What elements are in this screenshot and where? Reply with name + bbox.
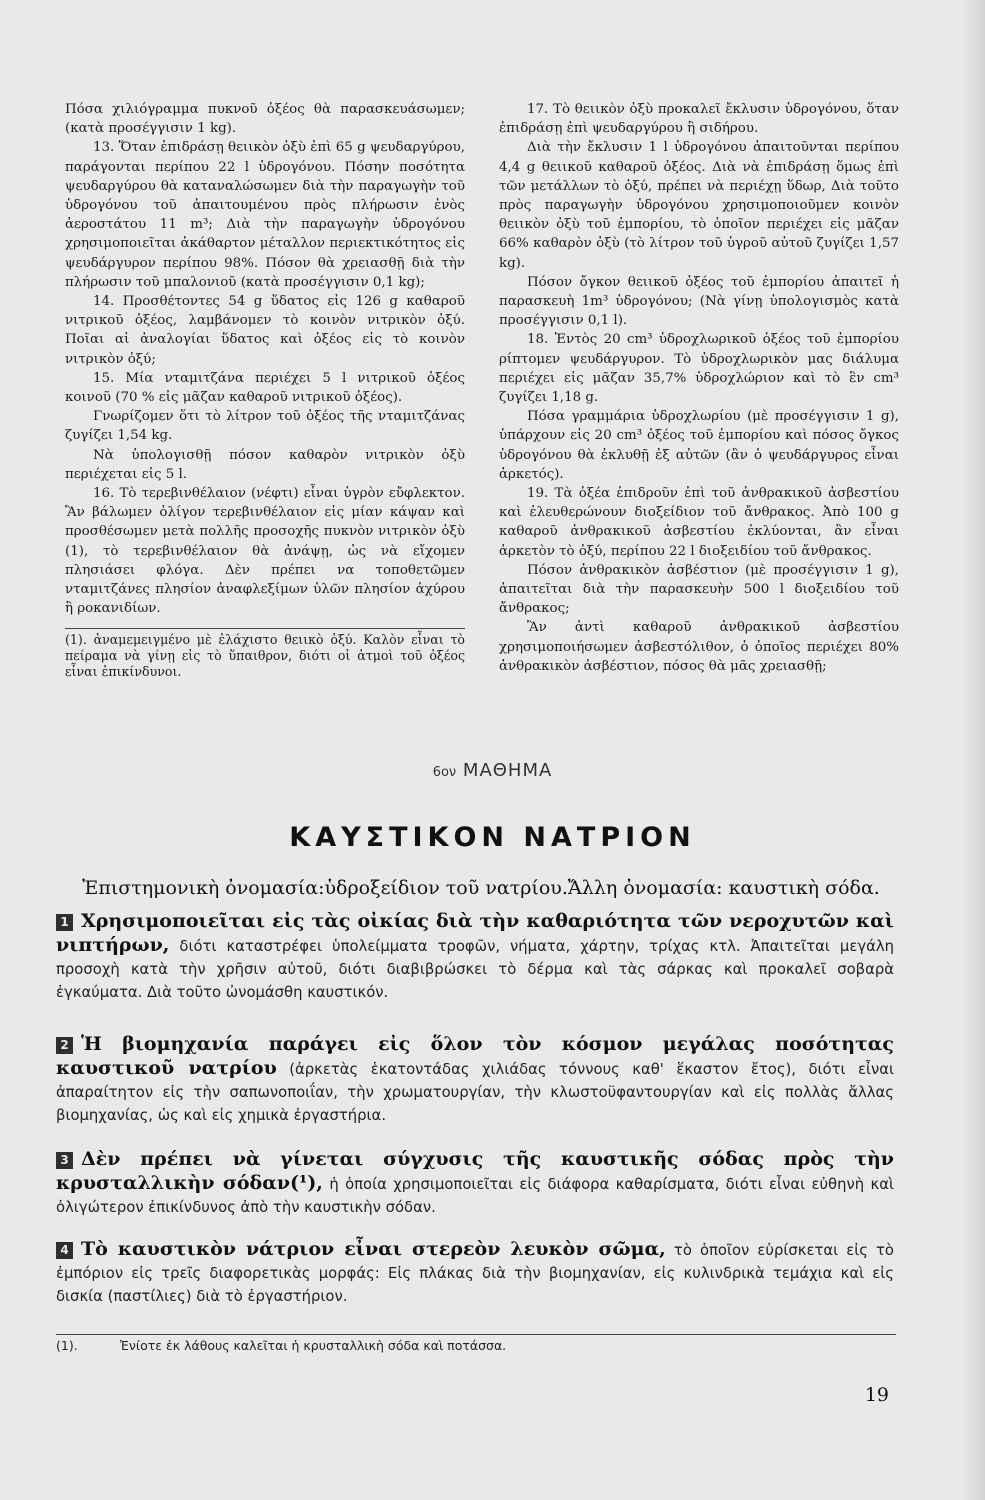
paragraph: 17. Τὸ θειικὸν ὀξὺ προκαλεῖ ἔκλυσιν ὑδρογόνου, ὅταν ἐπιδράσῃ ἐπὶ ψευδαργύρου ἢ σιδήρου.	[499, 102, 899, 137]
paragraph: 18. Ἐντὸς 20 cm³ ὑδροχλωρικοῦ ὀξέος τοῦ ἐμπορίου ρίπτομεν ψευδάργυρον. Τὸ ὑδροχλωρικὸν μας διάλυμα περιέχει εἰς μᾶζαν 35,7% ὑδροχλώριον καὶ τὸ ἓν cm³ ζυγίζει 1,18 g.	[499, 332, 899, 406]
footnote-text: Ἐνίοτε ἐκ λάθους καλεῖται ἡ κρυσταλλικὴ σόδα καὶ ποτάσσα.	[119, 1338, 507, 1353]
paragraph: Πόσον ἀνθρακικὸν ἀσβέστιον (μὲ προσέγγισιν 1 g), ἀπαιτεῖται διὰ τὴν παρασκευὴν 500 l διοξειδίου τοῦ ἄνθρακος;	[499, 562, 899, 617]
lesson-label: ΜΑΘΗΜΑ	[462, 760, 553, 781]
section-number-badge: 4	[56, 1242, 73, 1259]
bottom-footnote	[56, 1338, 896, 1353]
lesson-number: 6ον	[432, 765, 457, 780]
paragraph: 19. Τὰ ὀξέα ἐπιδροῦν ἐπὶ τοῦ ἀνθρακικοῦ ἀσβεστίου καὶ ἐλευθερώνουν διοξείδιον τοῦ ἄνθρακος. Ἀπὸ 100 g καθαροῦ ἀνθρακικοῦ ἀσβεστίου ἐκλύονται, ἂν εἶναι ἀρκετὸν τὸ ὀξύ, περίπου 22 l διοξειδίου τοῦ ἄνθρακος.	[499, 486, 899, 559]
paragraph: Πόσα γραμμάρια ὑδροχλωρίου (μὲ προσέγγισιν 1 g), ὑπάρχουν εἰς 20 cm³ ὀξέος τοῦ ἐμπορίου καὶ πόσος ὄγκος ὑδρογόνου θὰ ἐκλυθῇ ἐξ αὐτῶν (ἂν ὁ ψευδάργυρος εἶναι ἀρκετός).	[499, 409, 899, 482]
footnote-mark: (1).	[56, 1338, 78, 1353]
paragraph: Γνωρίζομεν ὅτι τὸ λίτρον τοῦ ὀξέος τῆς νταμιτζάνας ζυγίζει 1,54 kg.	[65, 409, 465, 444]
section-lead: Ἡ βιομηχανία παράγει εἰς ὅλον τὸν κόσμον μεγάλας ποσότητας καυστικοῦ νατρίου	[56, 1033, 894, 1079]
footnote-divider	[65, 628, 465, 629]
paragraph: Νὰ ὑπολογισθῇ πόσον καθαρὸν νιτρικὸν ὀξὺ περιέχεται εἰς 5 l.	[65, 447, 465, 482]
page-number: 19	[864, 1384, 889, 1406]
paragraph: Πόσον ὄγκον θειικοῦ ὀξέος τοῦ ἐμπορίου ἀπαιτεῖ ἡ παρασκευὴ 1m³ ὑδρογόνου; (Νὰ γίνῃ ὑπολογισμὸς κατὰ προσέγγισιν 0,1 l).	[499, 274, 899, 329]
section-1	[56, 910, 894, 1004]
paragraph: 15. Μία νταμιτζάνα περιέχει 5 l νιτρικοῦ ὀξέος κοινοῦ (70 % εἰς μᾶζαν καθαροῦ νιτρικοῦ ὀξέος).	[65, 370, 465, 406]
section-lead: Χρησιμοποιεῖται εἰς τὰς οἰκίας διὰ τὴν καθαριότητα τῶν νεροχυτῶν καὶ νιπτήρων,	[56, 910, 894, 956]
paragraph: Ἂν ἀντὶ καθαροῦ ἀνθρακικοῦ ἀσβεστίου χρησιμοποιήσωμεν ἀσβεστόλιθον, ὁ ὁποῖος περιέχει 80% ἀνθρακικὸν ἀσβέστιον, πόσος θὰ μᾶς χρειασθῇ;	[499, 620, 899, 674]
lesson-heading	[0, 760, 985, 781]
section-number-badge: 1	[56, 914, 73, 931]
section-4	[56, 1238, 894, 1308]
page-edge-shadow	[963, 0, 985, 1500]
section-2	[56, 1033, 894, 1127]
left-column	[65, 100, 465, 680]
section-text: (ἀρκετὰς ἑκατοντάδας χιλιάδας τόννους καθ' ἕκαστον ἔτος), διότι εἶναι ἀπαραίτητον εἰς τὴν σαπωνοποιΐαν, τὴν χρωματουργίαν, τὴν κλωστοϋφαντουργίαν καὶ εἰς πολλὰς ἄλλας βιομηχανίας, ὡς καὶ εἰς χημικὰ ἐργαστήρια.	[56, 1061, 894, 1124]
section-3	[56, 1148, 894, 1219]
right-column	[499, 100, 899, 676]
section-number-badge: 2	[56, 1037, 73, 1054]
paragraph: 16. Τὸ τερεβινθέλαιον (νέφτι) εἶναι ὑγρὸν εὔφλεκτον. Ἂν βάλωμεν ὀλίγον τερεβινθέλαιον εἰς μίαν κάψαν καὶ προσθέσωμεν μετὰ πολλῆς προσοχῆς πυκνὸν νιτρικὸν ὀξὺ (1), τὸ τερεβινθέλαιον θὰ ἀνάψῃ, ὡς νὰ εἴχομεν πλησιάσει φλόγα. Δὲν πρέπει να τοποθετῶμεν νταμιτζάνες πλησίον ἀναφλεξίμων ὑλῶν πλησίον ἀχύρου ἢ ροκανιδίων.	[65, 486, 465, 617]
section-number-badge: 3	[56, 1152, 73, 1169]
page-subtitle: Ἐπιστημονικὴ ὀνομασία:ὑδροξείδιον τοῦ νατρίου.Ἄλλη ὀνομασία: καυστικὴ σόδα.	[82, 877, 880, 899]
paragraph: 13. Ὅταν ἐπιδράσῃ θειικὸν ὀξὺ ἐπὶ 65 g ψευδαργύρου, παράγονται περίπου 22 l ὑδρογόνου. Πόσην ποσότητα ψευδαργύρου θὰ καταναλώσωμεν διὰ τὴν παραγωγὴν τοῦ ὑδρογόνου τοῦ ἀπαιτουμένου πρὸς πλήρωσιν ἑνὸς ἀεροστάτου 11 m³; Διὰ τὴν παραγωγὴν ὑδρογόνου χρησιμοποιεῖται ἀκάθαρτον μέταλλον περιεκτικότητος εἰς ψευδάργυρον περίπου 98%. Πόσον θὰ χρειασθῇ διὰ τὴν πλήρωσιν τοῦ μπαλονιοῦ (κατὰ προσέγγισιν 0,1 kg);	[65, 140, 465, 290]
section-text: τὸ ὁποῖον εὑρίσκεται εἰς τὸ ἐμπόριον εἰς τρεῖς διαφορετικὰς μορφάς: Εἰς πλάκας διὰ τὴν βιομηχανίαν, εἰς κυλινδρικὰ τεμάχια καὶ εἰς δισκία (παστίλιες) διὰ τὸ ἐργαστήριον.	[56, 1242, 894, 1305]
section-lead: Δὲν πρέπει νὰ γίνεται σύγχυσις τῆς καυστικῆς σόδας πρὸς τὴν κρυσταλλικὴν σόδαν(¹),	[56, 1148, 894, 1194]
section-text: διότι καταστρέφει ὑπολείμματα τροφῶν, νήματα, χάρτην, τρίχας κτλ. Ἀπαιτεῖται μεγάλη προσοχὴ κατὰ τὴν χρῆσιν αὐτοῦ, διότι διαβιβρώσκει τὸ δέρμα καὶ τὰς σάρκας καὶ προκαλεῖ σοβαρὰ ἐγκαύματα. Διὰ τοῦτο ὠνομάσθη καυστικόν.	[56, 938, 894, 1001]
section-text: ἡ ὁποία χρησιμοποιεῖται εἰς διάφορα καθαρίσματα, διότι εἶναι εὐθηνὴ καὶ ὀλιγώτερον ἐπικίνδυνος ἀπὸ τὴν καυστικὴν σόδαν.	[56, 1176, 894, 1216]
left-footnote: (1). ἀναμεμειγμένο μὲ ἐλάχιστο θειικὸ ὀξύ. Καλὸν εἶναι τὸ πείραμα νὰ γίνῃ εἰς τὸ ὕπαιθρον, διότι οἱ ἀτμοὶ τοῦ ὀξέος εἶναι ἐπικίνδυνοι.	[65, 632, 465, 680]
paragraph: 14. Προσθέτοντες 54 g ὕδατος εἰς 126 g καθαροῦ νιτρικοῦ ὀξέος, λαμβάνομεν τὸ κοινὸν νιτρικὸν ὀξύ. Ποῖαι αἱ ἀναλογίαι ὕδατος καὶ ὀξέος εἰς τὸ κοινὸν νιτρικὸν ὀξύ;	[65, 294, 465, 367]
paragraph: Διὰ τὴν ἔκλυσιν 1 l ὑδρογόνου ἀπαιτοῦνται περίπου 4,4 g θειικοῦ καθαροῦ ὀξέος. Διὰ νὰ ἐπιδράσῃ ὅμως ἐπὶ τῶν μετάλλων τὸ ὀξύ, πρέπει νὰ περιέχῃ ὕδωρ, Διὰ τοῦτο πρὸς παραγωγὴν ὑδρογόνου χρησιμοποιοῦμεν κοινὸν θειικὸν ὀξὺ τοῦ ἐμπορίου, τὸ ὁποῖον περιέχει εἰς μᾶζαν 66% καθαρὸν ὀξὺ (τὸ λίτρον τοῦ ὑγροῦ αὐτοῦ ζυγίζει 1,57 kg).	[499, 140, 899, 271]
page-title: ΚΑΥΣΤΙΚΟΝ ΝΑΤΡΙΟΝ	[289, 822, 696, 853]
footnote-divider	[56, 1334, 896, 1335]
section-lead: Τὸ καυστικὸν νάτριον εἶναι στερεὸν λευκὸν σῶμα,	[81, 1238, 666, 1260]
paragraph: Πόσα χιλιόγραμμα πυκνοῦ ὀξέος θὰ παρασκευάσωμεν; (κατὰ προσέγγισιν 1 kg).	[65, 102, 465, 137]
